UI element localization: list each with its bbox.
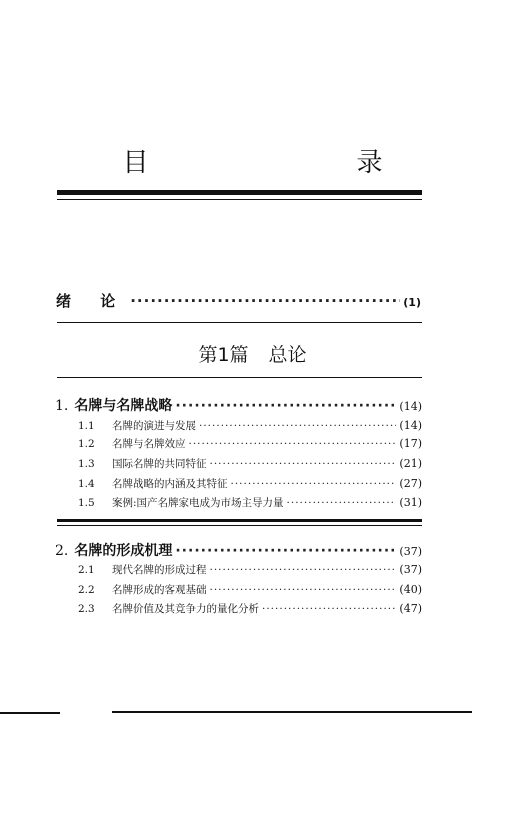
toc-page-number: (31): [399, 496, 422, 509]
toc-page-number: (40): [399, 583, 422, 596]
toc-page-number: (37): [399, 545, 422, 558]
part-name: 总论: [268, 344, 307, 366]
toc-page-number: (14): [399, 419, 422, 432]
part-label: 第1篇: [198, 344, 249, 366]
title-rule-thin: [57, 199, 422, 200]
section-title: 案例:国产名牌家电成为市场主导力量: [112, 497, 284, 509]
chapter-title: 名牌与名牌战略: [74, 398, 173, 414]
toc-section[interactable]: [78, 476, 422, 491]
dot-leader: [130, 292, 400, 310]
dot-leader: [210, 584, 397, 596]
section-title: 名牌形成的客观基础: [112, 584, 207, 596]
chapter-rule-thin: [57, 525, 422, 526]
dot-leader: [287, 497, 397, 509]
toc-entry-label: 绪 论: [56, 292, 128, 310]
dot-leader: [175, 543, 396, 559]
dot-leader: [189, 438, 397, 450]
part-heading: [0, 340, 505, 367]
section-title: 名牌战略的内涵及其特征: [112, 478, 228, 490]
section-number: 2.3: [78, 603, 95, 615]
chapter-number: 2.: [55, 543, 69, 559]
page-title: 目 录: [122, 148, 435, 178]
section-title: 现代名牌的形成过程: [112, 564, 207, 576]
toc-entry-intro[interactable]: [56, 290, 421, 311]
dot-leader: [199, 420, 396, 432]
toc-section[interactable]: [78, 601, 422, 616]
dot-leader: [175, 398, 396, 414]
intro-rule: [57, 322, 422, 323]
dot-leader: [231, 478, 397, 490]
title-rule-thick: [57, 190, 422, 195]
toc-chapter-1[interactable]: [55, 395, 422, 415]
toc-chapter-2[interactable]: [55, 540, 422, 560]
toc-section[interactable]: [78, 495, 422, 510]
toc-page-number: (21): [399, 457, 422, 470]
toc-page-number: (1): [403, 296, 421, 309]
toc-section[interactable]: [78, 562, 422, 577]
toc-page-number: (27): [399, 477, 422, 490]
page-bottom-rule: [112, 711, 472, 713]
toc-section[interactable]: [78, 582, 422, 597]
section-title: 国际名牌的共同特征: [112, 458, 207, 470]
section-number: 1.1: [78, 420, 95, 432]
section-title: 名牌价值及其竞争力的量化分析: [112, 603, 259, 615]
chapter-rule-thick: [57, 519, 422, 522]
chapter-number: 1.: [55, 398, 69, 414]
dot-leader: [210, 564, 397, 576]
toc-page-number: (14): [399, 400, 422, 413]
toc-page-number: (47): [399, 602, 422, 615]
toc-section[interactable]: [78, 436, 422, 451]
page-bottom-rule: [0, 712, 60, 714]
section-number: 1.2: [78, 438, 95, 450]
section-number: 2.2: [78, 584, 95, 596]
section-number: 1.5: [78, 497, 95, 509]
section-number: 1.4: [78, 478, 95, 490]
toc-section[interactable]: [78, 456, 422, 471]
section-number: 2.1: [78, 564, 95, 576]
section-number: 1.3: [78, 458, 95, 470]
toc-page-number: (37): [399, 563, 422, 576]
toc-section[interactable]: [78, 418, 422, 433]
dot-leader: [262, 603, 396, 615]
section-title: 名牌的演进与发展: [112, 420, 196, 432]
toc-page-number: (17): [399, 437, 422, 450]
section-title: 名牌与名牌效应: [112, 438, 186, 450]
part-rule: [57, 377, 422, 378]
chapter-title: 名牌的形成机理: [74, 543, 173, 559]
dot-leader: [210, 458, 397, 470]
